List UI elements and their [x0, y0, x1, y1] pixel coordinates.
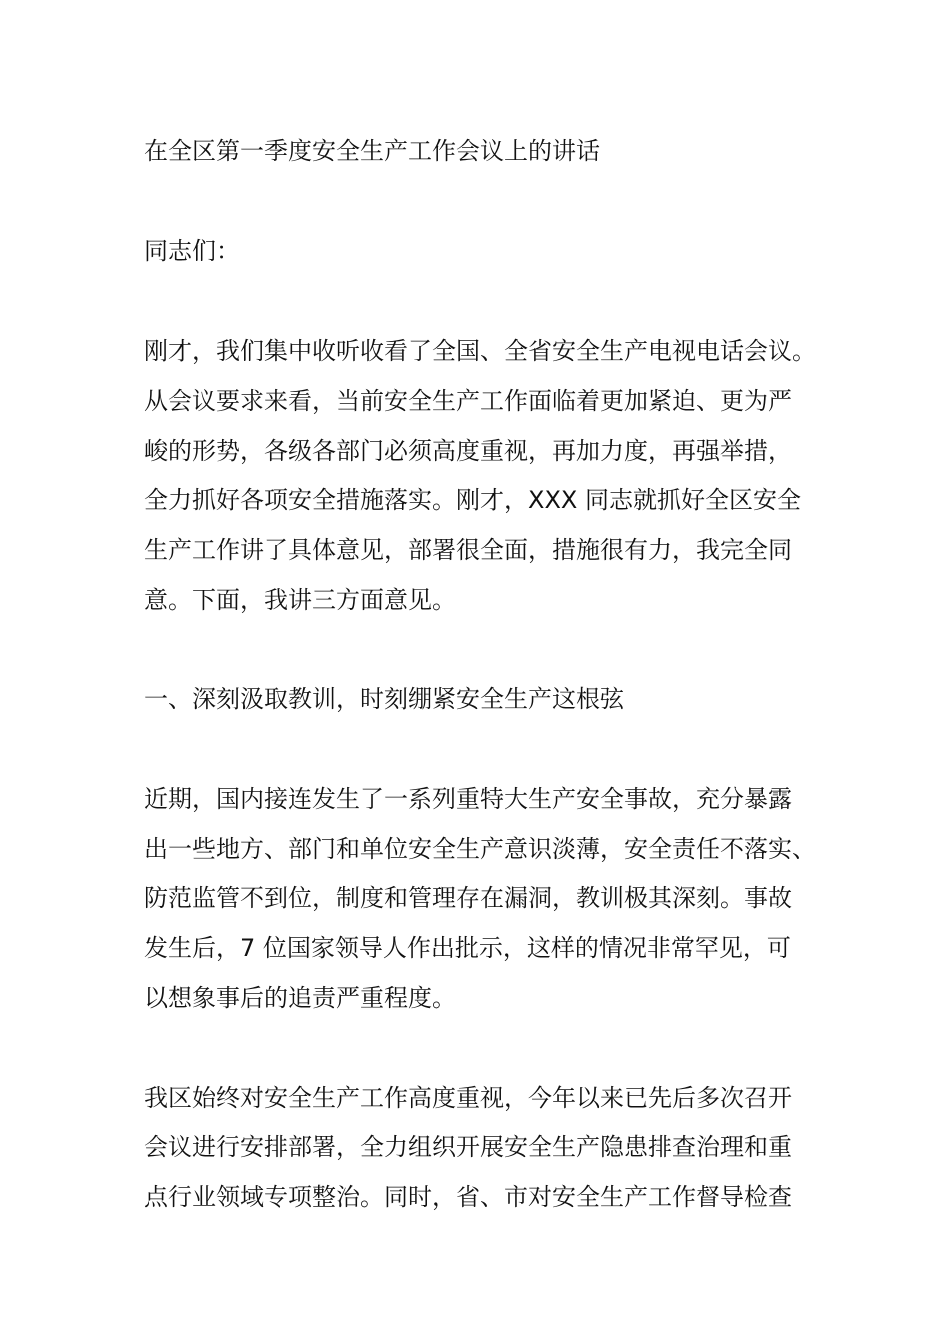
paragraph-line: 防范监管不到位，制度和管理存在漏洞，教训极其深刻。事故 — [144, 884, 792, 912]
salutation: 同志们： — [144, 237, 240, 265]
paragraph-line: 点行业领域专项整治。同时，省、市对安全生产工作督导检查 — [144, 1183, 792, 1211]
document-title: 在全区第一季度安全生产工作会议上的讲话 — [144, 137, 600, 165]
paragraph-line: 刚才，我们集中收听收看了全国、全省安全生产电视电话会议。 — [144, 337, 816, 365]
paragraph-line: 峻的形势，各级各部门必须高度重视，再加力度，再强举措， — [144, 437, 792, 465]
paragraph-line: 近期，国内接连发生了一系列重特大生产安全事故，充分暴露 — [144, 785, 792, 813]
paragraph-line: 全力抓好各项安全措施落实。刚才，XXX 同志就抓好全区安全 — [144, 486, 801, 514]
paragraph-line: 从会议要求来看，当前安全生产工作面临着更加紧迫、更为严 — [144, 387, 792, 415]
paragraph-line: 会议进行安排部署，全力组织开展安全生产隐患排查治理和重 — [144, 1133, 792, 1161]
paragraph-line: 我区始终对安全生产工作高度重视，今年以来已先后多次召开 — [144, 1084, 792, 1112]
section-heading: 一、深刻汲取教训，时刻绷紧安全生产这根弦 — [144, 685, 624, 713]
paragraph-line: 以想象事后的追责严重程度。 — [144, 984, 456, 1012]
paragraph-line: 意。下面，我讲三方面意见。 — [144, 586, 456, 614]
paragraph-line: 出一些地方、部门和单位安全生产意识淡薄，安全责任不落实、 — [144, 835, 816, 863]
paragraph-line: 发生后，7 位国家领导人作出批示，这样的情况非常罕见，可 — [144, 934, 791, 962]
paragraph-line: 生产工作讲了具体意见，部署很全面，措施很有力，我完全同 — [144, 536, 792, 564]
